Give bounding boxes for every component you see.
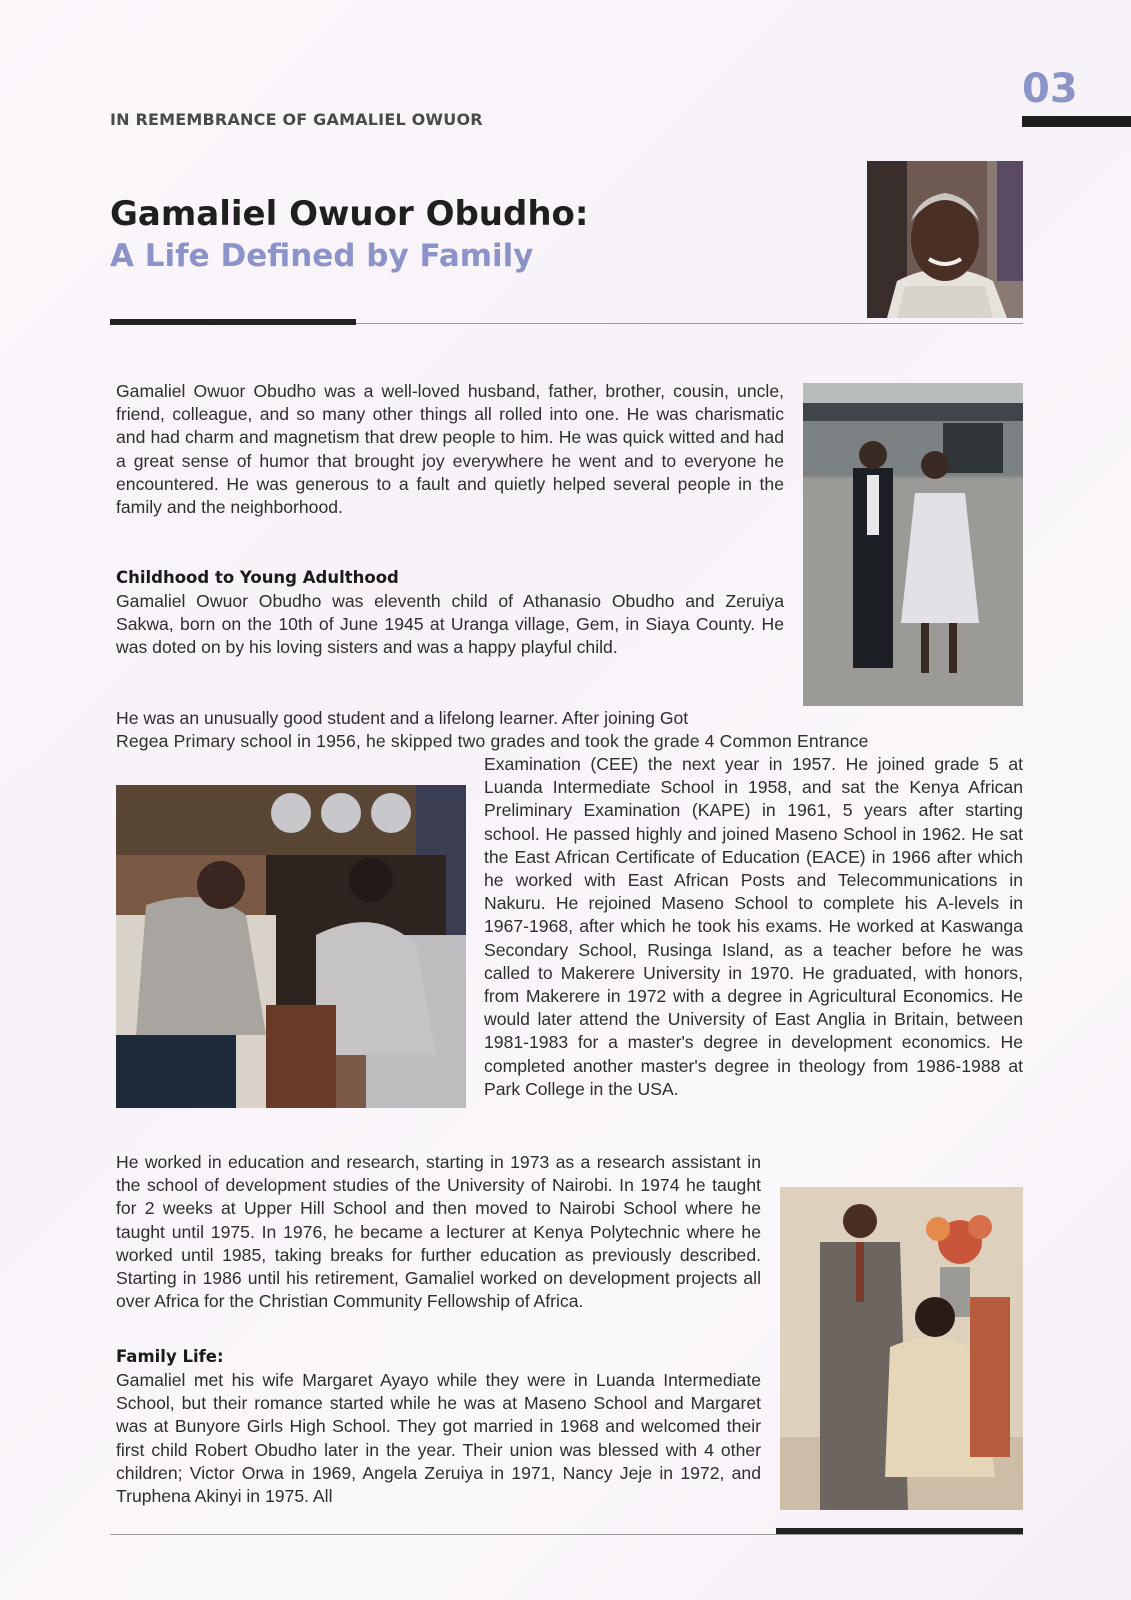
education-paragraph-line1: He was an unusually good student and a lifelong learner. After joining Got	[116, 708, 689, 728]
footer-divider-thin	[110, 1534, 1023, 1535]
article-title: Gamaliel Owuor Obudho:	[110, 194, 589, 234]
career-paragraph: He worked in education and research, starting in 1973 as a research assistant in the school of development studies of the University of Nairobi. In 1974 he taught for 2 weeks at Upper Hill School and then moved to Nairobi School where he taught until 1975. In 1976, he became a lecturer at Kenya Polytechnic where he worked until 1985, taking breaks for further education as previously described. Starting in 1986 until his retirement, Gamaliel worked on development projects all over Africa for the Christian Community Fellowship of Africa.	[116, 1152, 761, 1312]
page-number: 03	[1022, 66, 1078, 112]
page-number-bar	[1022, 116, 1131, 127]
portrait-photo	[867, 161, 1023, 318]
wedding-portrait-photo	[780, 1187, 1023, 1510]
childhood-paragraph: Gamaliel Owuor Obudho was eleventh child of Athanasio Obudho and Zeruiya Sakwa, born on the 10th of June 1945 at Uranga village, Gem, in Siaya County. He was doted on by his loving sisters and was a happy playful child.	[116, 591, 784, 658]
footer-divider-thick	[776, 1528, 1023, 1534]
family-life-paragraph: Gamaliel met his wife Margaret Ayayo while they were in Luanda Intermediate School, but their romance started while he was at Maseno School and Margaret was at Bunyore Girls High School. They got married in 1968 and welcomed their first child Robert Obudho later in the year. Their union was blessed with 4 other children; Victor Orwa in 1969, Angela Zeruiya in 1971, Nancy Jeje in 1972, and Truphena Akinyi in 1975. All	[116, 1370, 761, 1507]
article-subtitle: A Life Defined by Family	[110, 238, 534, 274]
couple-seated-photo	[116, 785, 466, 1108]
couple-standing-photo	[803, 383, 1023, 706]
intro-paragraph: Gamaliel Owuor Obudho was a well-loved husband, father, brother, cousin, uncle, friend, colleague, and so many other things all rolled into one. He was charismatic and had charm and magnetism that drew people to him. He was quick witted and had a great sense of humor that brought joy everywhere he went and to everyone he encountered. He was generous to a fault and quietly helped several people in the family and the neighborhood.	[116, 381, 784, 518]
header-title: IN REMEMBRANCE OF GAMALIEL OWUOR	[110, 110, 483, 129]
title-divider-thick	[110, 319, 356, 325]
education-paragraph-continued: Examination (CEE) the next year in 1957. He joined grade 5 at Luanda Intermediate School in 1958, and sat the Kenya African Preliminary Examination (KAPE) in 1961, 5 years after starting school. He passed highly and joined Maseno School in 1962. He sat the East African Certificate of Education (EACE) in 1966 after which he worked with East African Posts and Telecommunications in Nakuru. He rejoined Maseno School to complete his A-levels in 1967-1968, after which he took his exams. He worked at Kaswanga Secondary School, Rusinga Island, as a teacher before he was called to Makerere University in 1970. He graduated, with honors, from Makerere in 1972 with a degree in Agricultural Economics. He would later attend the University of East Anglia in Britain, between 1981-1983 for a master's degree in development economics. He completed another master's degree in theology from 1986-1988 at Park College in the USA.	[484, 754, 1023, 1099]
section-heading-childhood: Childhood to Young Adulthood	[116, 568, 399, 587]
section-heading-family-life: Family Life:	[116, 1347, 224, 1366]
education-paragraph-line2: Regea Primary school in 1956, he skipped two grades and took the grade 4 Common Entrance	[116, 731, 869, 751]
